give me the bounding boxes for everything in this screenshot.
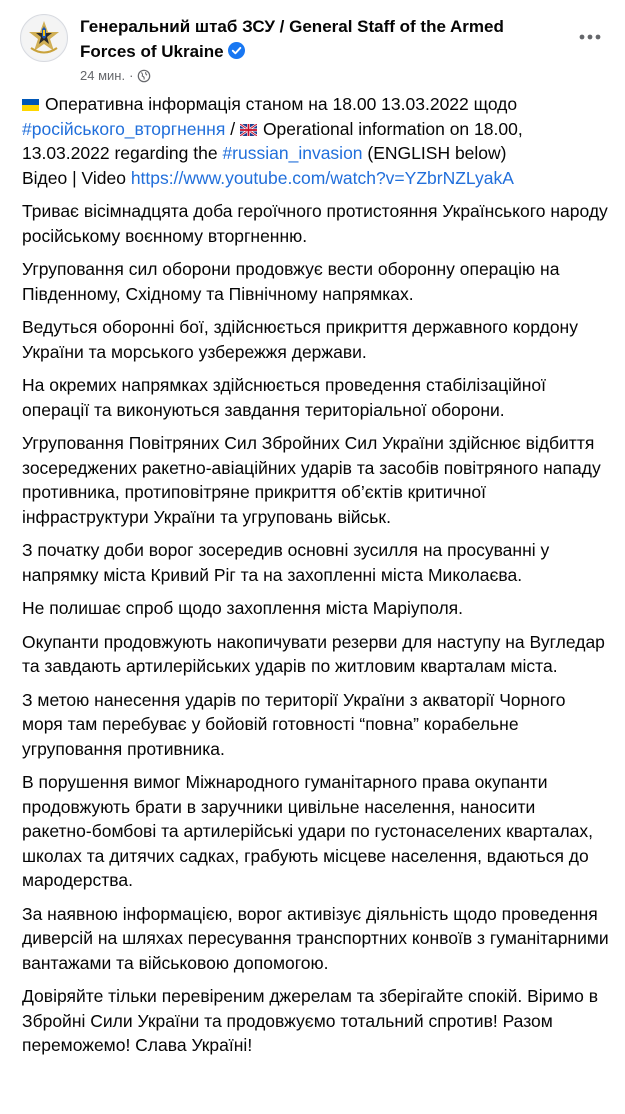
- paragraph: В порушення вимог Міжнародного гуманітарного права окупанти продовжують брати в заручники цивільне населення, наносити ракетно-бомбові та артилерійські удари по густонаселених кварталах, школах та дитячих садках, грабують місцеве населення, вдаються до мародерства.: [22, 772, 594, 890]
- uk-flag-icon: [240, 118, 257, 130]
- paragraph: Окупанти продовжують накопичувати резерви для наступу на Вугледар та завдають артилерійських ударів по житловим кварталам міста.: [22, 631, 605, 676]
- post-body: [22, 92, 609, 1067]
- ukraine-flag-icon: [22, 93, 39, 105]
- post-meta: [80, 68, 151, 83]
- verified-badge-icon: [228, 41, 245, 58]
- post-intro: [22, 92, 609, 190]
- video-label: Відео | Video: [22, 167, 126, 188]
- hashtag-en-link[interactable]: #russian_invasion: [222, 143, 363, 163]
- paragraph: З метою нанесення ударів по території України з акваторії Чорного моря там перебуває у бойовій готовності “повна” корабельне угруповання противника.: [22, 689, 566, 759]
- intro-slash: /: [230, 118, 236, 139]
- post-timestamp[interactable]: 24 мин.: [80, 68, 126, 83]
- intro-en-text: Operational information on 18.00, 13.03.2022 regarding the: [22, 118, 523, 163]
- paragraph: Триває вісімнадцята доба героїчного протистояння Українського народу російському воєнному вторгненню.: [22, 201, 608, 246]
- globe-icon[interactable]: [137, 69, 151, 83]
- paragraph: Не полишає спроб щодо захоплення міста Маріуполя.: [22, 598, 464, 618]
- more-options-button[interactable]: [575, 22, 605, 52]
- page-name-text[interactable]: Генеральний штаб ЗСУ / General Staff of the Armed Forces of Ukraine: [80, 17, 504, 61]
- page-avatar[interactable]: [20, 14, 68, 62]
- intro-en-suffix: (ENGLISH below): [367, 143, 507, 163]
- video-link[interactable]: https://www.youtube.com/watch?v=YZbrNZLyakA: [130, 167, 514, 188]
- intro-ua-text: Оперативна інформація станом на 18.00 13.03.2022 щодо: [45, 94, 518, 114]
- paragraph: З початку доби ворог зосередив основні зусилля на просуванні у напрямку міста Кривий Ріг та на захопленні міста Миколаєва.: [22, 540, 550, 585]
- more-options-icon: [579, 34, 601, 40]
- paragraph: На окремих напрямках здійснюється проведення стабілізаційної операції та виконуються завдання територіальної оборони.: [22, 375, 547, 420]
- paragraph: За наявною інформацією, ворог активізує діяльність щодо проведення диверсій на шляхах пересування транспортних конвоїв з гуманітарними вантажами та військовою допомогою.: [22, 903, 609, 973]
- hashtag-ua-link[interactable]: #російського_вторгнення: [22, 118, 226, 139]
- paragraph: Угруповання сил оборони продовжує вести оборонну операцію на Південному, Східному та Північному напрямках.: [22, 259, 560, 304]
- general-staff-emblem-icon: [21, 15, 67, 61]
- post-header: [18, 12, 607, 92]
- page-name[interactable]: [80, 14, 550, 64]
- paragraph: Угруповання Повітряних Сил Збройних Сил України здійснює відбиття зосереджених ракетно-авіаційних ударів та засобів повітряного нападу противника, протиповітряне прикриття об’єктів критичної інфраструктури України та угруповань військ.: [22, 433, 601, 527]
- meta-separator: ·: [129, 68, 134, 83]
- paragraph: Ведуться оборонні бої, здійснюється прикриття державного кордону України та морського узбережжя держави.: [22, 317, 578, 362]
- paragraph: Довіряйте тільки перевіреним джерелам та зберігайте спокій. Віримо в Збройні Сили України та продовжуємо тотальний спротив! Разом переможемо! Слава Україні!: [22, 986, 599, 1055]
